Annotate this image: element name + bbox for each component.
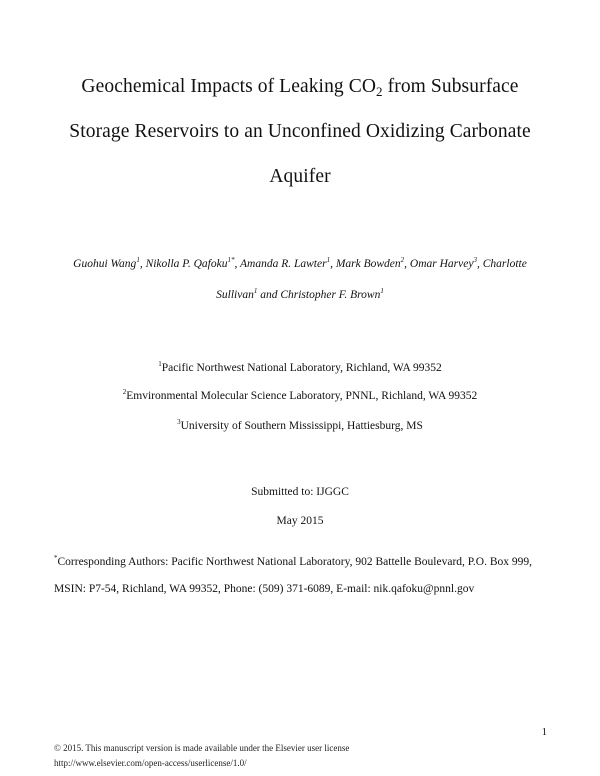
corresponding-author-line-1: [54, 556, 564, 568]
author-name: Mark Bowden: [335, 258, 401, 270]
author-separator: and: [257, 289, 281, 301]
title-part: from Subsurface: [382, 76, 519, 97]
author-affiliation-mark: 2: [400, 256, 405, 264]
affiliation-3: [0, 420, 600, 432]
title-line-2: Storage Reservoirs to an Unconfined Oxidizing Carbonate: [69, 121, 531, 142]
corresponding-mark: *: [54, 554, 58, 562]
author-affiliation-mark: 1: [380, 287, 384, 295]
page-number: 1: [541, 727, 547, 738]
affiliation-mark: 2: [122, 388, 127, 396]
affiliation-text: Emvironmental Molecular Science Laboratory, PNNL, Richland, WA 99352: [126, 390, 478, 402]
license-notice: © 2015. This manuscript version is made available under the Elsevier user license: [54, 743, 350, 753]
author-name: Christopher F. Brown: [280, 289, 381, 301]
submission-date: May 2015: [276, 515, 324, 527]
affiliation-text: University of Southern Mississippi, Hattiesburg, MS: [180, 420, 423, 432]
author-name: Nikolla P. Qafoku: [145, 258, 228, 270]
author-name: Guohui Wang: [73, 258, 137, 270]
affiliation-1: [0, 362, 600, 374]
authors-line-1: [0, 258, 600, 270]
author-affiliation-mark: 3: [473, 256, 477, 264]
author-name: Amanda R. Lawter: [240, 258, 327, 270]
author-name: Charlotte: [482, 258, 527, 270]
author-affiliation-mark: 1*: [227, 256, 235, 264]
author-separator: ,: [476, 258, 483, 270]
title-line-1: [0, 77, 600, 98]
license-url[interactable]: http://www.elsevier.com/open-access/userlicense/1.0/: [54, 758, 247, 768]
author-name: Omar Harvey: [409, 258, 474, 270]
title-subscript: 2: [376, 84, 383, 99]
author-separator: ,: [330, 258, 336, 270]
submitted-to: Submitted to: IJGGC: [251, 486, 349, 498]
title-line-3: Aquifer: [269, 166, 331, 187]
authors-line-2: [0, 289, 600, 301]
author-affiliation-mark: 1: [136, 256, 140, 264]
corresponding-text: Corresponding Authors: Pacific Northwest National Laboratory, 902 Battelle Boulevard, P.O. Box 999,: [57, 556, 533, 568]
author-separator: ,: [234, 258, 240, 270]
affiliation-text: Pacific Northwest National Laboratory, Richland, WA 99352: [161, 362, 442, 374]
affiliation-2: [0, 390, 600, 402]
author-name: Sullivan: [216, 289, 254, 301]
title-part: Geochemical Impacts of Leaking CO: [81, 76, 377, 97]
corresponding-author-line-2: MSIN: P7-54, Richland, WA 99352, Phone: (509) 371-6089, E-mail: nik.qafoku@pnnl.gov: [54, 583, 475, 595]
affiliation-mark: 3: [177, 418, 181, 426]
author-separator: ,: [139, 258, 146, 270]
affiliation-mark: 1: [158, 360, 162, 368]
author-separator: ,: [404, 258, 410, 270]
author-affiliation-mark: 1: [253, 287, 258, 295]
author-affiliation-mark: 1: [326, 256, 331, 264]
